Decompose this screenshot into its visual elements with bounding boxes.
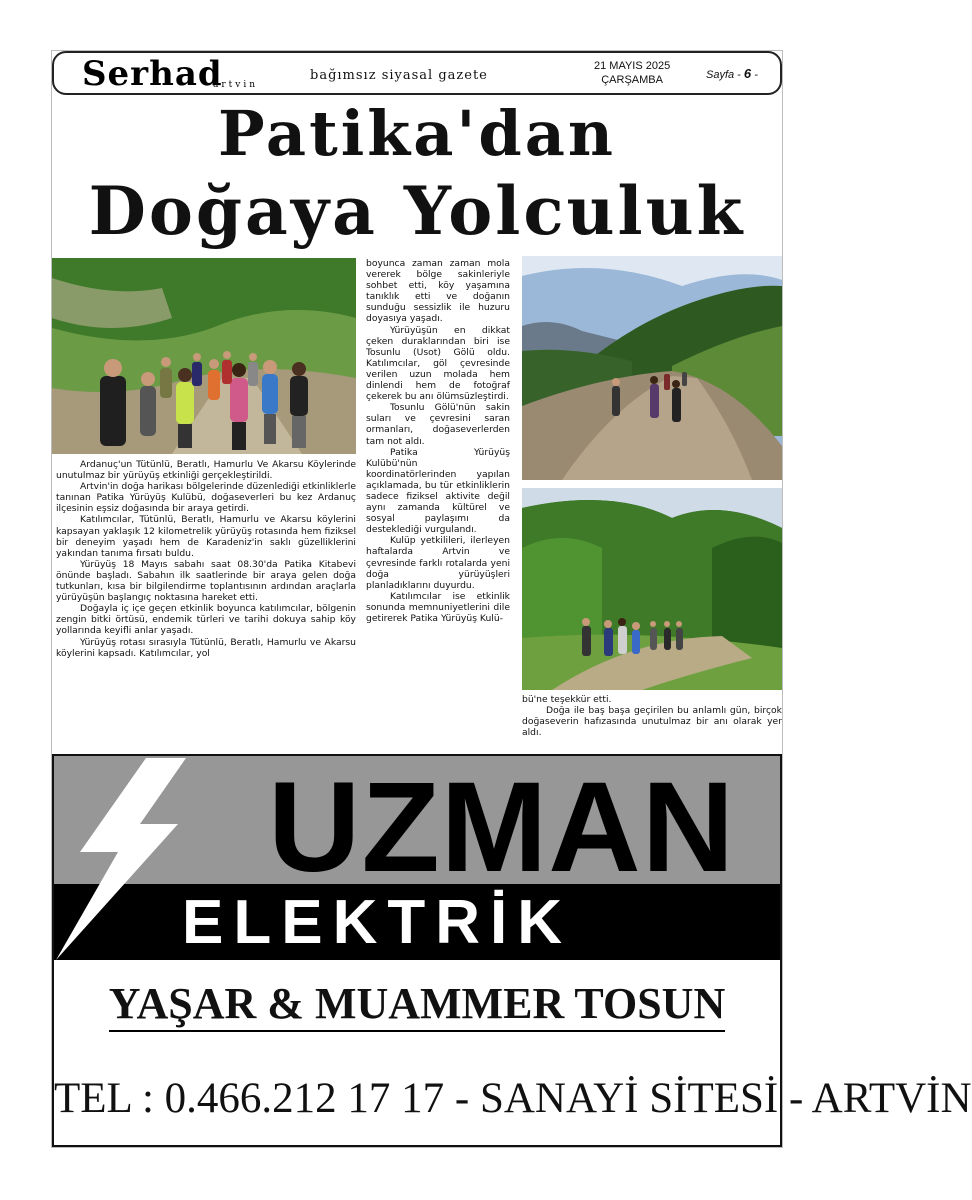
headline-line-2: Doğaya Yolculuk xyxy=(88,172,746,250)
tagline: bağımsız siyasal gazete xyxy=(310,68,488,83)
article-paragraph: Katılımcılar, Tütünlü, Beratlı, Hamurlu ve Akarsu köylerini kapsayan yaklaşık 12 kilometrelik yürüyüş rotasında hem fiziksel bir deneyim yaşadı hem de Karadeniz'in saklı güzelliklerini yakından tanıma fırsatı buldu. xyxy=(56,514,356,559)
article-paragraph: Katılımcılar ise etkinlik sonunda memnuniyetlerini dile getirerek Patika Yürüyüş Kulü- xyxy=(366,590,510,624)
ad-owners-text: YAŞAR & MUAMMER TOSUN xyxy=(109,979,725,1032)
article-paragraph: Yürüyüşün en dikkat çeken duraklarından biri ise Tosunlu (Usot) Gölü oldu. Katılımcılar, göl çevresinde verilen uzun molada hem dinlendi hem de fotoğraf çekerek bu anı ölümsüzleştirdi. xyxy=(366,324,510,403)
headline-line-1: Patika'dan xyxy=(217,97,617,170)
issue-date-day: 21 MAYIS 2025 xyxy=(594,60,671,72)
article-paragraph: Doğa ile baş başa geçirilen bu anlamlı gün, birçok doğaseverin hafızasında unutulmaz bir anı olarak yer aldı. xyxy=(522,705,782,739)
advertisement[interactable] xyxy=(52,754,972,1147)
forest-path-hikers-photo xyxy=(522,488,782,690)
page-number-value: 6 xyxy=(743,66,752,81)
ad-owners xyxy=(54,978,780,1029)
article-column-3 xyxy=(522,694,782,738)
article-paragraph: Patika Yürüyüş Kulübü'nün koordinatörlerinden yapılan açıklamada, bu tür etkinliklerin sadece fiziksel aktivite değil aynı zamanda kültürel ve sosyal paylaşımı da desteklediği vurgulandı. xyxy=(366,446,510,536)
issue-weekday: ÇARŞAMBA xyxy=(601,74,663,86)
dirt-road-hikers-photo xyxy=(522,256,782,480)
article-paragraph: boyunca zaman zaman mola vererek bölge sakinleriyle sohbet etti, köy yaşamına tanıklık etti ve doğanın sunduğu sessizlik ile huzuru doyasıya yaşadı. xyxy=(366,258,510,325)
page-label: Sayfa - xyxy=(706,69,741,81)
ad-brand-sub: ELEKTRİK xyxy=(182,888,572,957)
page-suffix: - xyxy=(754,69,758,81)
logo-city: artvin xyxy=(213,80,259,90)
article-paragraph: Artvin'in doğa harikası bölgelerinde düzenlediği etkinliklerle tanınan Patika Yürüyüş Kulübü, doğaseverleri bu kez Ardanuç ilçesinin eşsiz doğasında bir araya getirdi. xyxy=(56,481,356,515)
article-paragraph: bü'ne teşekkür etti. xyxy=(522,694,612,705)
group-hikers-photo xyxy=(52,258,356,454)
ad-contact: TEL : 0.466.212 17 17 - SANAYİ SİTESİ - ARTVİN xyxy=(54,1075,972,1122)
article-column-2 xyxy=(366,258,510,624)
masthead xyxy=(52,51,782,95)
article-paragraph: Doğayla iç içe geçen etkinlik boyunca katılımcılar, bölgenin zengin bitki örtüsü, endemik türleri ve tarihi dokuya sahip köy yollarında keyifli anlar yaşadı. xyxy=(56,603,356,637)
article-paragraph: Ardanuç'un Tütünlü, Beratlı, Hamurlu Ve Akarsu Köylerinde unutulmaz bir yürüyüş etkinliği gerçekleştirildi. xyxy=(56,459,356,482)
article-paragraph: Yürüyüş 18 Mayıs sabahı saat 08.30'da Patika Kitabevi önünde başladı. Sabahın ilk saatlerinde bir araya gelen doğa tutkunları, kısa bir bilgilendirme toplantısının ardından araçlarla yürüyüşün başlangıç noktasına hareket etti. xyxy=(56,558,356,604)
ad-brand-name: UZMAN xyxy=(268,756,736,899)
newspaper-logo[interactable]: Serhad xyxy=(82,54,223,94)
article-paragraph: Tosunlu Gölü'nün sakin suları ve çevresini saran ormanları, doğaseverlerden tam not aldı. xyxy=(366,402,510,447)
page-number xyxy=(706,66,758,81)
article-column-1 xyxy=(56,459,356,659)
article-paragraph: Yürüyüş rotası sırasıyla Tütünlü, Beratlı, Hamurlu ve Akarsu köylerini kapsadı. Katılımcılar, yol xyxy=(56,636,356,659)
issue-date xyxy=(594,59,670,87)
article-paragraph: Kulüp yetkilileri, ilerleyen haftalarda Artvin ve çevresinde farklı rotalarda yeni doğa yürüyüşleri planladıklarını duyurdu. xyxy=(366,535,510,591)
